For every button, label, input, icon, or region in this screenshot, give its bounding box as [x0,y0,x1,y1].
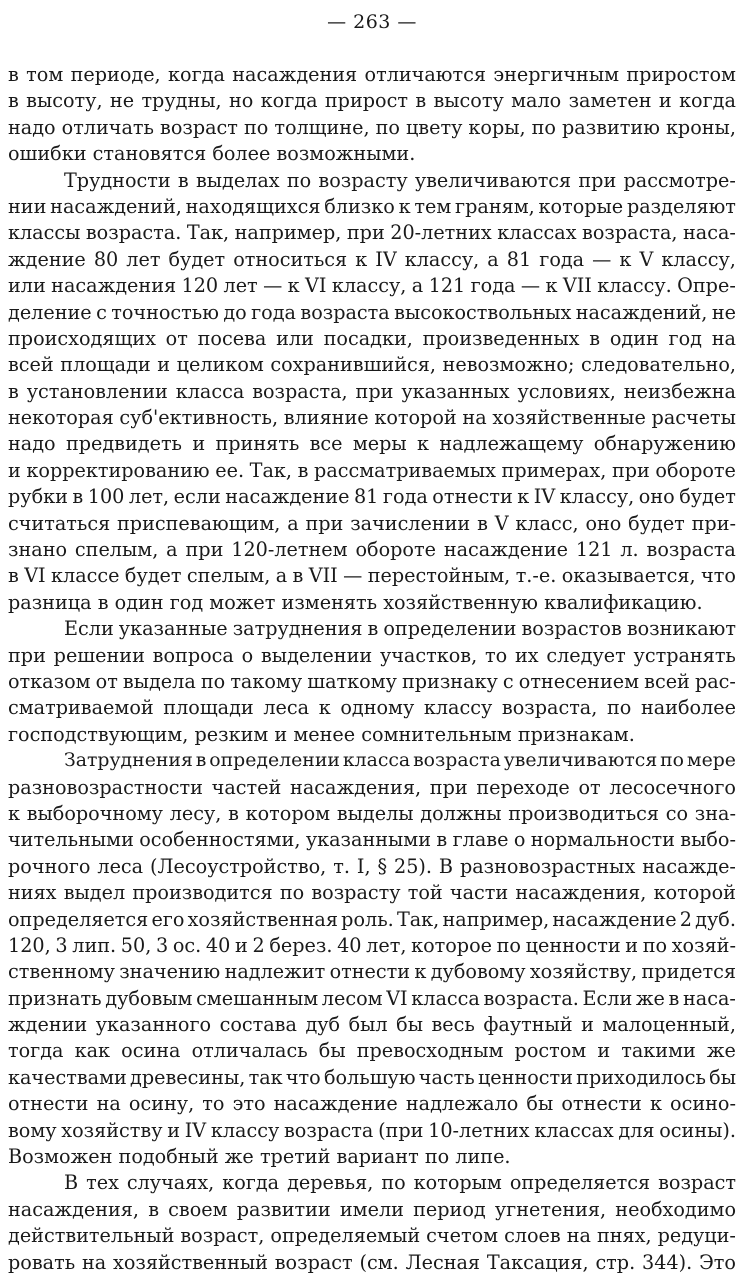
text-line: ровать на хозяйственный возраст (см. Лесная Таксация, стр. 344). Это [8,1250,736,1274]
text-line: ошибки становятся более возможными. [8,142,416,166]
text-line: рочного леса (Лесоустройство, т. I, § 25). В разновозрастных насажде- [8,854,736,878]
paragraph [8,748,736,1170]
text-line: отказом от выдела по такому шаткому признаку с отнесением всей рас- [8,669,736,693]
text-line: насаждения, в своем развитии имели период угнетения, необходимо [8,1197,736,1221]
text-line: или насаждения 120 лет — к VI классу, а 121 года — к VII классу. Опре- [8,274,736,298]
text-line: Трудности в выделах по возрасту увеличиваются при рассмотре- [64,168,736,192]
text-line: и корректированию ее. Так, в рассматриваемых примерах, при обороте [8,458,736,482]
text-line: разница в один год может изменять хозяйственную квалификацию. [8,590,703,614]
text-line: всей площади и целиком сохранившийся, невозможно; следовательно, [8,353,736,377]
text-line: некоторая суб'ективность, влияние которой на хозяйственные расчеты [8,406,736,430]
text-line: сматриваемой площади леса к одному классу возраста, по наиболее [8,696,736,720]
text-line: надо предвидеть и принять все меры к надлежащему обнаружению [8,432,736,456]
text-line: качествами древесины, так что большую часть ценности приходилось бы [8,1065,736,1089]
text-line: в установлении класса возраста, при указанных условиях, неизбежна [8,379,736,403]
paragraph [8,168,736,617]
text-line: в VI классе будет спелым, а в VII — перестойным, т.-е. оказывается, что [8,564,736,588]
text-line: Если указанные затруднения в определении возрастов возникают [64,617,736,641]
text-line: нии насаждений, находящихся близко к тем граням, которые разделяют [8,194,736,218]
text-line: тогда как осина отличалась бы превосходным ростом и такими же [8,1039,736,1063]
text-line: В тех случаях, когда деревья, по которым определяется возраст [64,1171,736,1195]
text-line: в высоту, не трудны, но когда прирост в высоту мало заметен и когда [8,89,736,113]
text-line: Возможен подобный же третий вариант по липе. [8,1145,511,1169]
text-line: вому хозяйству и IV классу возраста (при 10-летних классах для осины). [8,1118,736,1142]
text-line: при решении вопроса о выделении участков, то их следует устранять [8,643,736,667]
text-line: ждении указанного состава дуб был бы весь фаутный и малоценный, [8,1013,736,1037]
text-line: 120, 3 лип. 50, 3 ос. 40 и 2 берез. 40 лет, которое по ценности и по хозяй- [8,933,736,957]
text-line: считаться приспевающим, а при зачислении в V класс, оно будет при- [8,511,736,535]
text-line: рубки в 100 лет, если насаждение 81 года отнести к IV классу, оно будет [8,485,736,509]
page-number: — 263 — [327,11,417,33]
text-line: к выборочному лесу, в котором выделы должны производиться со зна- [8,801,736,825]
text-line: ждение 80 лет будет относиться к IV классу, а 81 года — к V классу, [8,247,736,271]
text-line: надо отличать возраст по толщине, по цвету коры, по развитию кроны, [8,115,736,139]
text-line: разновозрастности частей насаждения, при переходе от лесосечного [8,775,736,799]
paragraph [8,616,736,748]
book-page [8,8,736,1276]
text-line: происходящих от посева или посадки, произведенных в один год на [8,326,736,350]
text-line: знано спелым, а при 120-летнем обороте насаждение 121 л. возраста [8,538,736,562]
text-line: действительный возраст, определяемый счетом слоев на пнях, редуци- [8,1224,736,1248]
text-line: классы возраста. Так, например, при 20-летних классах возраста, наса- [8,221,736,245]
text-line: Затруднения в определении класса возраста увеличиваются по мере [64,750,736,772]
text-line: чительными особенностями, указанными в главе о нормальности выбо- [8,828,736,852]
text-line: отнести на осину, то это насаждение надлежало бы отнести к осино- [8,1092,736,1116]
text-line: признать дубовым смешанным лесом VI класса возраста. Если же в наса- [8,986,736,1010]
paragraph [8,62,736,168]
text-line: ственному значению надлежит отнести к дубовому хозяйству, придется [8,960,736,984]
text-line: деление с точностью до года возраста высокоствольных насаждений, не [8,300,736,324]
paragraph [8,1170,736,1276]
text-line: определяется его хозяйственная роль. Так, например, насаждение 2 дуб. [8,907,736,931]
body-text [8,62,736,1276]
text-line: господствующим, резким и менее сомнительным признакам. [8,722,635,746]
text-line: в том периоде, когда насаждения отличаются энергичным приростом [8,63,736,86]
text-line: ниях выдел производится по возрасту той части насаждения, которой [8,881,736,905]
